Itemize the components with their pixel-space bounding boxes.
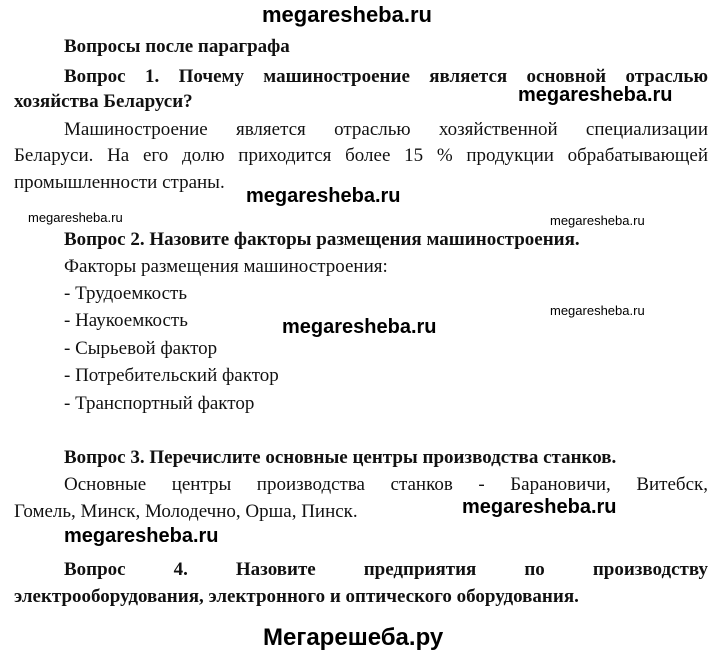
watermark: megaresheba.ru [246,185,401,207]
question-4-heading: Вопрос 4. Назовите предприятия по производству [64,559,708,580]
watermark-top: megaresheba.ru [262,2,432,27]
section-title: Вопросы после параграфа [64,36,290,57]
question-1-heading: Вопрос 1. Почему машиностроение является основной отраслью [64,66,708,87]
answer-3-text: Гомель, Минск, Молодечно, Орша, Пинск. [14,501,358,522]
answer-2-intro: Факторы размещения машиностроения: [64,256,388,277]
answer-1-text: Беларуси. На его долю приходится более 15 % продукции обрабатывающей [14,145,708,166]
list-item: - Трудоемкость [64,283,188,304]
list-item: - Потребительский фактор [64,365,279,386]
question-2-heading: Вопрос 2. Назовите факторы размещения машиностроения. [64,229,580,250]
watermark: megaresheba.ru [462,496,617,518]
watermark-small: megaresheba.ru [28,210,123,225]
answer-3-text: Основные центры производства станков - Барановичи, Витебск, [64,474,708,495]
watermark: megaresheba.ru [64,525,219,547]
watermark: megaresheba.ru [282,316,437,338]
answer-1-text: промышленности страны. [14,172,225,193]
answer-1-text: Машиностроение является отраслью хозяйственной специализации [64,119,708,140]
watermark-small: megaresheba.ru [550,303,645,318]
watermark-small: megaresheba.ru [550,213,645,228]
question-1-heading-cont: хозяйства Беларуси? [14,91,193,112]
list-item: - Транспортный фактор [64,393,255,414]
watermark: megaresheba.ru [518,84,673,106]
list-item: - Наукоемкость [64,310,188,331]
watermark-bottom: Мегарешеба.ру [263,624,444,651]
question-3-heading: Вопрос 3. Перечислите основные центры производства станков. [64,447,617,468]
question-4-heading-cont: электрооборудования, электронного и оптического оборудования. [14,586,579,607]
list-item: - Сырьевой фактор [64,338,218,359]
